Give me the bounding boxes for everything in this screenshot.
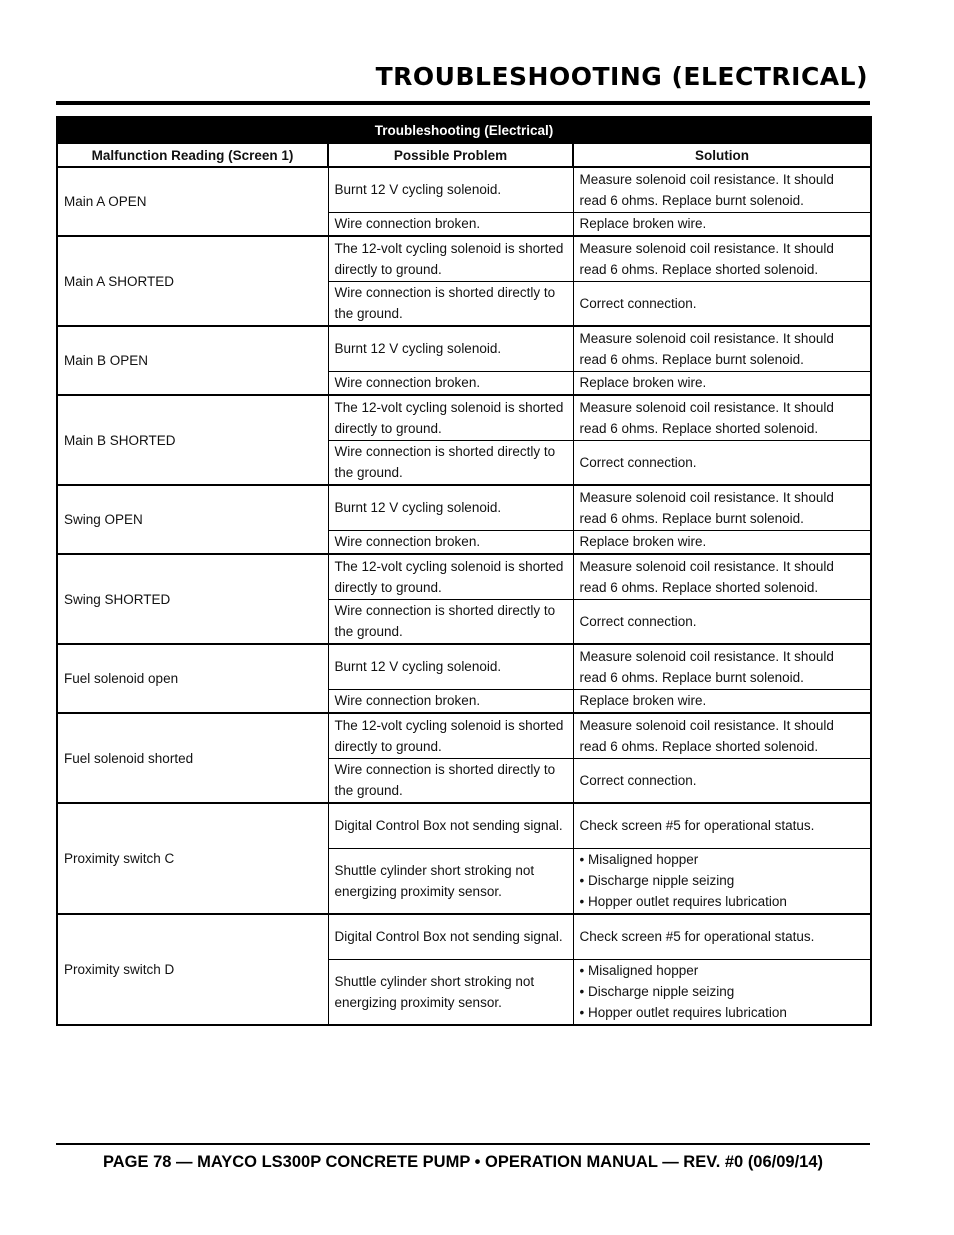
table-row	[57, 914, 871, 959]
table-caption: Troubleshooting (Electrical)	[57, 117, 871, 143]
problem-cell: Wire connection is shorted directly to the ground.	[328, 599, 573, 644]
troubleshooting-table	[56, 116, 872, 1026]
malfunction-cell: Main A OPEN	[57, 167, 328, 236]
solution-text: Measure solenoid coil resistance. It should read 6 ohms. Replace burnt solenoid.	[579, 171, 834, 208]
problem-cell: The 12-volt cycling solenoid is shorted directly to ground.	[328, 554, 573, 599]
solution-bullet: • Misaligned hopper	[579, 963, 699, 979]
problem-cell: Wire connection broken.	[328, 212, 573, 236]
problem-cell: The 12-volt cycling solenoid is shorted directly to ground.	[328, 236, 573, 281]
problem-cell: Digital Control Box not sending signal.	[328, 803, 573, 848]
malfunction-cell: Proximity switch D	[57, 914, 328, 1025]
column-header-problem: Possible Problem	[328, 143, 573, 167]
solution-cell	[573, 395, 871, 440]
solution-cell	[573, 554, 871, 599]
solution-cell	[573, 485, 871, 530]
solution-cell	[573, 281, 871, 326]
troubleshooting-table-container	[56, 116, 870, 1026]
column-header-solution: Solution	[573, 143, 871, 167]
solution-text: Correct connection.	[579, 454, 697, 470]
problem-cell: Shuttle cylinder short stroking not energizing proximity sensor.	[328, 959, 573, 1025]
solution-cell	[573, 167, 871, 212]
malfunction-cell: Main B SHORTED	[57, 395, 328, 485]
malfunction-cell: Main A SHORTED	[57, 236, 328, 326]
table-row	[57, 713, 871, 758]
table-row	[57, 644, 871, 689]
table-row	[57, 554, 871, 599]
problem-cell: The 12-volt cycling solenoid is shorted directly to ground.	[328, 395, 573, 440]
malfunction-cell: Swing SHORTED	[57, 554, 328, 644]
problem-cell: Shuttle cylinder short stroking not energizing proximity sensor.	[328, 848, 573, 914]
title-divider	[56, 101, 870, 105]
solution-text: Replace broken wire.	[579, 375, 707, 391]
table-row	[57, 236, 871, 281]
solution-bullet: • Discharge nipple seizing	[579, 873, 735, 889]
problem-cell: Burnt 12 V cycling solenoid.	[328, 167, 573, 212]
problem-cell: The 12-volt cycling solenoid is shorted directly to ground.	[328, 713, 573, 758]
solution-bullet: • Hopper outlet requires lubrication	[579, 894, 787, 910]
solution-bullet: • Hopper outlet requires lubrication	[579, 1005, 787, 1021]
solution-bullet: • Discharge nipple seizing	[579, 984, 735, 1000]
problem-cell: Burnt 12 V cycling solenoid.	[328, 326, 573, 371]
malfunction-cell: Fuel solenoid shorted	[57, 713, 328, 803]
solution-text: Measure solenoid coil resistance. It should read 6 ohms. Replace burnt solenoid.	[579, 648, 834, 685]
malfunction-cell: Swing OPEN	[57, 485, 328, 554]
solution-cell	[573, 713, 871, 758]
problem-cell: Digital Control Box not sending signal.	[328, 914, 573, 959]
page-footer: PAGE 78 — MAYCO LS300P CONCRETE PUMP • OPERATION MANUAL — REV. #0 (06/09/14)	[102, 1153, 824, 1171]
solution-cell	[573, 914, 871, 959]
solution-text: Measure solenoid coil resistance. It should read 6 ohms. Replace burnt solenoid.	[579, 330, 834, 367]
problem-cell: Wire connection broken.	[328, 371, 573, 395]
solution-text: Replace broken wire.	[579, 534, 707, 550]
solution-text: Measure solenoid coil resistance. It should read 6 ohms. Replace shorted solenoid.	[579, 558, 834, 595]
column-header-malfunction: Malfunction Reading (Screen 1)	[57, 143, 328, 167]
solution-cell	[573, 371, 871, 395]
solution-text: Measure solenoid coil resistance. It should read 6 ohms. Replace burnt solenoid.	[579, 489, 834, 526]
solution-text: Check screen #5 for operational status.	[579, 929, 815, 945]
malfunction-cell: Main B OPEN	[57, 326, 328, 395]
solution-text: Correct connection.	[579, 613, 697, 629]
table-row	[57, 803, 871, 848]
solution-text: Measure solenoid coil resistance. It should read 6 ohms. Replace shorted solenoid.	[579, 240, 834, 277]
footer-divider	[56, 1143, 870, 1145]
solution-text: Measure solenoid coil resistance. It should read 6 ohms. Replace shorted solenoid.	[579, 399, 834, 436]
solution-cell	[573, 644, 871, 689]
table-row	[57, 485, 871, 530]
problem-cell: Burnt 12 V cycling solenoid.	[328, 644, 573, 689]
table-row	[57, 395, 871, 440]
solution-text: Correct connection.	[579, 772, 697, 788]
solution-cell	[573, 236, 871, 281]
solution-text: Replace broken wire.	[579, 693, 707, 709]
solution-cell	[573, 530, 871, 554]
malfunction-cell: Fuel solenoid open	[57, 644, 328, 713]
page-title: TROUBLESHOOTING (ELECTRICAL)	[375, 62, 868, 91]
solution-cell	[573, 758, 871, 803]
problem-cell: Wire connection is shorted directly to the ground.	[328, 440, 573, 485]
solution-cell	[573, 599, 871, 644]
solution-cell	[573, 440, 871, 485]
solution-text: Correct connection.	[579, 295, 697, 311]
solution-cell	[573, 803, 871, 848]
solution-text: Replace broken wire.	[579, 216, 707, 232]
table-row	[57, 326, 871, 371]
solution-cell	[573, 689, 871, 713]
solution-text: Measure solenoid coil resistance. It should read 6 ohms. Replace shorted solenoid.	[579, 717, 834, 754]
problem-cell: Wire connection broken.	[328, 530, 573, 554]
solution-text: Check screen #5 for operational status.	[579, 818, 815, 834]
solution-cell	[573, 326, 871, 371]
solution-cell	[573, 959, 871, 1025]
table-row	[57, 167, 871, 212]
solution-cell	[573, 848, 871, 914]
problem-cell: Burnt 12 V cycling solenoid.	[328, 485, 573, 530]
solution-cell	[573, 212, 871, 236]
problem-cell: Wire connection is shorted directly to the ground.	[328, 758, 573, 803]
malfunction-cell: Proximity switch C	[57, 803, 328, 914]
table-body	[57, 167, 871, 1025]
problem-cell: Wire connection is shorted directly to the ground.	[328, 281, 573, 326]
solution-bullet: • Misaligned hopper	[579, 852, 699, 868]
problem-cell: Wire connection broken.	[328, 689, 573, 713]
